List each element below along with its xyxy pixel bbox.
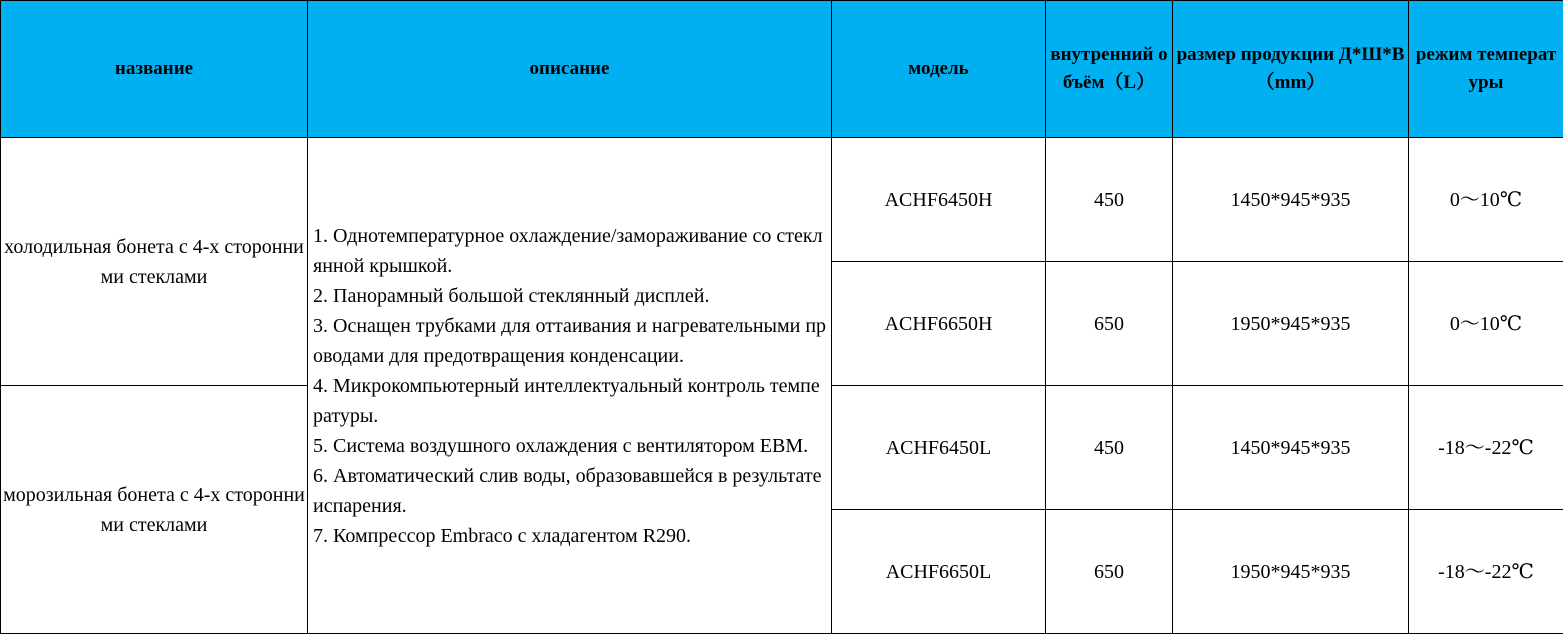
description-line: 1. Однотемпературное охлаждение/замораживание со стеклянной крышкой.: [313, 224, 823, 277]
description-line: 3. Оснащен трубками для оттаивания и нагревательными проводами для предотвращения конденсации.: [313, 314, 827, 367]
header-size: размер продукции Д*Ш*В （mm）: [1173, 1, 1409, 138]
header-temperature: режим температуры: [1409, 1, 1563, 138]
product-name-chiller: холодильная бонета с 4-х сторонними стеклами: [1, 138, 308, 386]
header-model: модель: [832, 1, 1046, 138]
volume-cell: 450: [1046, 386, 1173, 510]
header-row: [1, 1, 1563, 138]
temperature-cell: 0～10℃: [1409, 138, 1563, 262]
size-cell: 1450*945*935: [1173, 386, 1409, 510]
description-line: 7. Компрессор Embraco с хладагентом R290.: [313, 524, 692, 547]
size-cell: 1950*945*935: [1173, 262, 1409, 386]
table-row: [1, 138, 1563, 262]
temperature-cell: -18～-22℃: [1409, 510, 1563, 634]
header-volume: внутренний объём（L）: [1046, 1, 1173, 138]
model-cell: ACHF6650H: [832, 262, 1046, 386]
size-cell: 1950*945*935: [1173, 510, 1409, 634]
product-description: [308, 138, 832, 634]
temperature-cell: 0～10℃: [1409, 262, 1563, 386]
description-line: 6. Автоматический слив воды, образовавшейся в результате испарения.: [313, 464, 822, 517]
description-line: 2. Панорамный большой стеклянный дисплей.: [313, 284, 710, 307]
model-cell: ACHF6650L: [832, 510, 1046, 634]
header-name: название: [1, 1, 308, 138]
product-name-freezer: морозильная бонета с 4-х сторонними стеклами: [1, 386, 308, 634]
model-cell: ACHF6450L: [832, 386, 1046, 510]
volume-cell: 650: [1046, 262, 1173, 386]
volume-cell: 450: [1046, 138, 1173, 262]
model-cell: ACHF6450H: [832, 138, 1046, 262]
header-description: описание: [308, 1, 832, 138]
size-cell: 1450*945*935: [1173, 138, 1409, 262]
volume-cell: 650: [1046, 510, 1173, 634]
description-line: 5. Система воздушного охлаждения с вентилятором EBM.: [313, 434, 809, 457]
description-line: 4. Микрокомпьютерный интеллектуальный контроль температуры.: [313, 374, 820, 427]
temperature-cell: -18～-22℃: [1409, 386, 1563, 510]
